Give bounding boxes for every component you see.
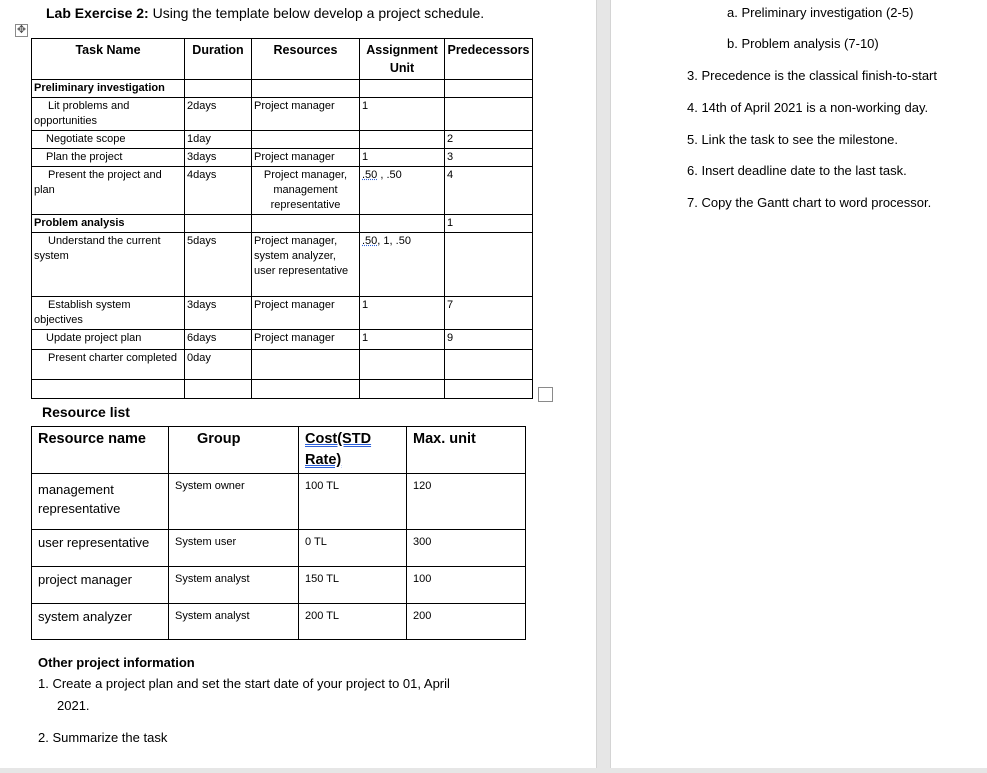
resources-cell[interactable] (252, 380, 360, 399)
table-row (32, 98, 533, 131)
table-row (32, 215, 533, 233)
unit-cell[interactable] (360, 80, 445, 98)
resources-cell[interactable]: Project manager (252, 297, 360, 330)
header-cost[interactable] (299, 427, 407, 474)
header-duration[interactable]: Duration (185, 39, 252, 80)
document-page-right (611, 0, 987, 773)
task-name-cell[interactable]: Establish system objectives (32, 297, 185, 330)
task-name-cell[interactable]: Present charter completed (32, 350, 185, 380)
resource-max-cell[interactable]: 120 (407, 474, 526, 530)
unit-cell[interactable] (360, 380, 445, 399)
pred-cell[interactable] (445, 80, 533, 98)
resource-group-cell[interactable]: System user (169, 530, 299, 567)
unit-cell[interactable]: 1 (360, 330, 445, 350)
header-task-name[interactable]: Task Name (32, 39, 185, 80)
table-row (32, 131, 533, 149)
schedule-table (31, 38, 533, 399)
pred-cell[interactable]: 2 (445, 131, 533, 149)
unit-value-b: , .50 (377, 169, 402, 181)
resource-name-cell[interactable]: management representative (32, 474, 169, 530)
title-bold: Lab Exercise 2: (46, 5, 149, 21)
pred-cell[interactable] (445, 233, 533, 297)
right-list-item-4: 4. 14th of April 2021 is a non-working day. (687, 100, 929, 115)
table-row (32, 350, 533, 380)
schedule-header-row (32, 39, 533, 80)
unit-value-a: .50 (362, 235, 378, 247)
pred-cell[interactable]: 3 (445, 149, 533, 167)
task-name-cell[interactable]: Understand the current system (32, 233, 185, 297)
task-name-cell[interactable]: Problem analysis (32, 215, 185, 233)
task-name-cell[interactable]: Update project plan (32, 330, 185, 350)
duration-cell[interactable]: 6days (185, 330, 252, 350)
duration-cell[interactable] (185, 380, 252, 399)
duration-cell[interactable] (185, 80, 252, 98)
table-row (32, 330, 533, 350)
duration-cell[interactable]: 4days (185, 167, 252, 215)
table-row (32, 149, 533, 167)
unit-cell[interactable]: 1 (360, 297, 445, 330)
other-info-item-1: 1. Create a project plan and set the start date of your project to 01, April (38, 676, 450, 691)
resource-name-cell[interactable]: user representative (32, 530, 169, 567)
right-list-item-7: 7. Copy the Gantt chart to word processor. (687, 195, 932, 210)
right-list-item-b: b. Problem analysis (7-10) (727, 36, 879, 51)
task-name-cell[interactable]: Preliminary investigation (32, 80, 185, 98)
page-gutter (596, 0, 611, 773)
pred-cell[interactable] (445, 350, 533, 380)
table-row (32, 474, 526, 530)
right-list-item-6: 6. Insert deadline date to the last task. (687, 163, 907, 178)
header-group[interactable]: Group (169, 427, 299, 474)
resource-cost-cell[interactable]: 200 TL (299, 604, 407, 640)
header-assignment-unit[interactable]: Assignment Unit (360, 39, 445, 80)
duration-cell[interactable]: 3days (185, 297, 252, 330)
resources-cell[interactable]: Project manager (252, 149, 360, 167)
table-row (32, 604, 526, 640)
resources-cell[interactable]: Project manager, management representative (252, 167, 360, 215)
duration-cell[interactable]: 1day (185, 131, 252, 149)
pred-cell[interactable]: 7 (445, 297, 533, 330)
resource-cost-cell[interactable]: 100 TL (299, 474, 407, 530)
resource-group-cell[interactable]: System owner (169, 474, 299, 530)
table-row (32, 167, 533, 215)
pred-cell[interactable] (445, 98, 533, 131)
duration-cell[interactable]: 3days (185, 149, 252, 167)
table-row (32, 530, 526, 567)
table-row (32, 567, 526, 604)
page-title (46, 5, 484, 21)
resource-max-cell[interactable]: 100 (407, 567, 526, 604)
resources-cell[interactable] (252, 350, 360, 380)
table-row (32, 380, 533, 399)
right-list-item-3: 3. Precedence is the classical finish-to-start (687, 68, 937, 83)
pred-cell[interactable]: 4 (445, 167, 533, 215)
right-list-item-a: a. Preliminary investigation (2-5) (727, 5, 914, 20)
resource-max-cell[interactable]: 200 (407, 604, 526, 640)
resource-group-cell[interactable]: System analyst (169, 604, 299, 640)
resource-group-cell[interactable]: System analyst (169, 567, 299, 604)
task-name-cell[interactable]: Present the project and plan (32, 167, 185, 215)
table-move-handle-icon[interactable]: ✥ (16, 24, 27, 36)
task-name-cell[interactable] (32, 380, 185, 399)
header-resources[interactable]: Resources (252, 39, 360, 80)
unit-cell[interactable] (360, 350, 445, 380)
pred-cell[interactable] (445, 380, 533, 399)
resource-cost-cell[interactable]: 150 TL (299, 567, 407, 604)
table-row (32, 297, 533, 330)
resource-header-row (32, 427, 526, 474)
task-name-cell[interactable]: Negotiate scope (32, 131, 185, 149)
resource-name-cell[interactable]: project manager (32, 567, 169, 604)
resources-cell[interactable] (252, 80, 360, 98)
other-info-item-1-cont: 2021. (57, 698, 90, 713)
unit-value-b: , 1, .50 (377, 235, 411, 247)
cost-header-text: Cost(STD Rate) (305, 431, 372, 468)
resources-cell[interactable]: Project manager (252, 98, 360, 131)
title-rest: Using the template below develop a project schedule. (148, 5, 485, 21)
table-row (32, 233, 533, 297)
pred-cell[interactable]: 9 (445, 330, 533, 350)
resource-max-cell[interactable]: 300 (407, 530, 526, 567)
right-list-item-5: 5. Link the task to see the milestone. (687, 132, 899, 147)
header-resource-name[interactable]: Resource name (32, 427, 169, 474)
unit-cell[interactable] (360, 233, 445, 297)
other-info-title: Other project information (38, 655, 195, 670)
table-row (32, 80, 533, 98)
duration-cell[interactable]: 2days (185, 98, 252, 131)
duration-cell[interactable]: 5days (185, 233, 252, 297)
unit-cell[interactable]: 1 (360, 149, 445, 167)
resources-cell[interactable] (252, 131, 360, 149)
unit-value-a: .50 (362, 169, 378, 181)
resources-cell[interactable] (252, 215, 360, 233)
unit-cell[interactable] (360, 215, 445, 233)
unit-cell[interactable]: 1 (360, 98, 445, 131)
header-max-unit[interactable]: Max. unit (407, 427, 526, 474)
task-name-cell[interactable]: Plan the project (32, 149, 185, 167)
other-info-item-2: 2. Summarize the task (38, 730, 168, 745)
pred-cell[interactable]: 1 (445, 215, 533, 233)
resource-table (31, 426, 526, 640)
bottom-scroll-area (0, 768, 987, 773)
unit-cell[interactable] (360, 167, 445, 215)
resource-cost-cell[interactable]: 0 TL (299, 530, 407, 567)
header-predecessors[interactable]: Predecessors (445, 39, 533, 80)
resources-cell[interactable]: Project manager, system analyzer, user representative (252, 233, 360, 297)
unit-cell[interactable] (360, 131, 445, 149)
duration-cell[interactable]: 0day (185, 350, 252, 380)
resource-list-title: Resource list (42, 404, 130, 420)
table-resize-handle[interactable] (538, 387, 553, 402)
resources-cell[interactable]: Project manager (252, 330, 360, 350)
task-name-cell[interactable]: Lit problems and opportunities (32, 98, 185, 131)
duration-cell[interactable] (185, 215, 252, 233)
resource-name-cell[interactable]: system analyzer (32, 604, 169, 640)
